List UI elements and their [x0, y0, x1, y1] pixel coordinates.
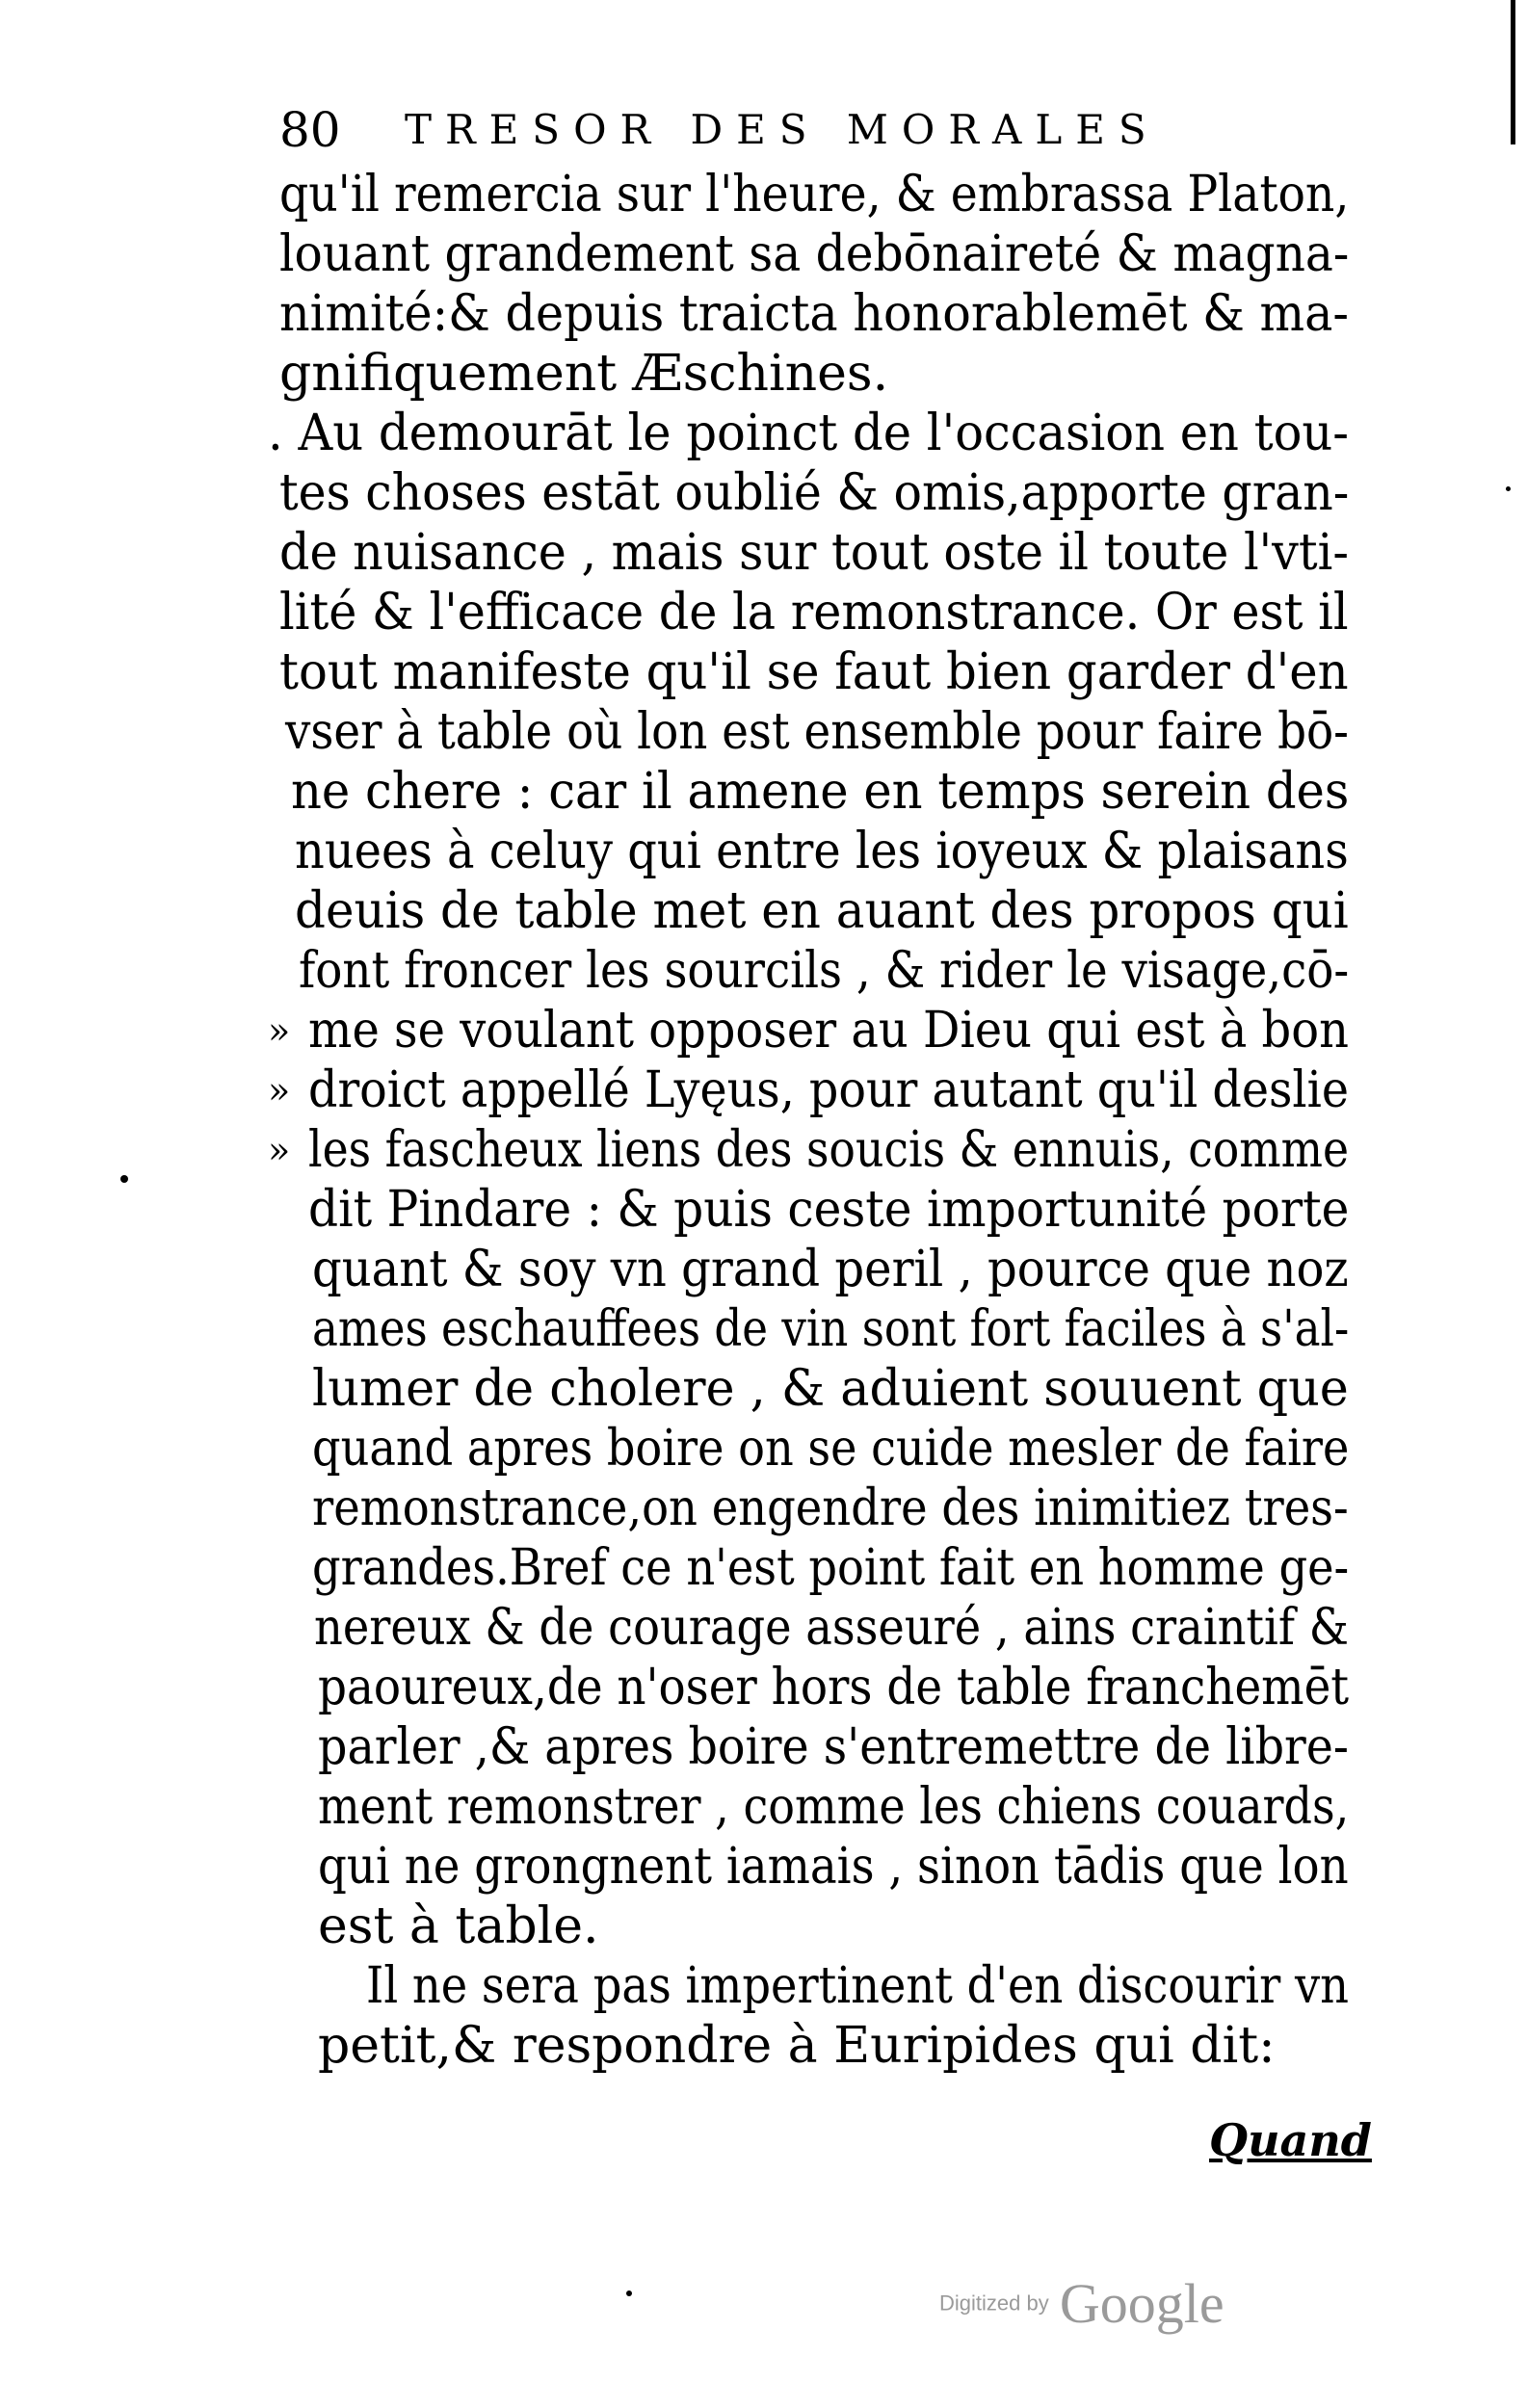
text-line: qui ne grongnent iamais , sinon tādis que lon [318, 1838, 1349, 1896]
text-line: qu'il remercia sur l'heure, & embrassa Platon, [279, 166, 1350, 223]
text-line: lité & l'efficace de la remonstrance. Or est il [279, 584, 1349, 641]
text-line: . Au demourāt le poinct de l'occasion en tou- [268, 405, 1350, 462]
digitized-watermark [939, 2271, 1224, 2336]
text-line: tes choses estāt oublié & omis,apporte gran- [279, 464, 1350, 522]
catchword: Quand [1209, 2114, 1372, 2166]
text-line: petit,& respondre à Euripides qui dit: [318, 2017, 1276, 2075]
quote-mark: » [268, 1129, 291, 1171]
text-line: lumer de cholere , & aduient souuent que [312, 1360, 1349, 1418]
text-line: droict appellé Lyęus, pour autant qu'il deslie [308, 1061, 1349, 1119]
text-line: tout manifeste qu'il se faut bien garder d'en [279, 643, 1349, 701]
text-line: parler ,& apres boire s'entremettre de libre- [318, 1718, 1349, 1776]
text-line: remonstrance,on engendre des inimitiez tres- [312, 1479, 1349, 1537]
scan-speck [1506, 486, 1511, 491]
text-line: est à table. [318, 1898, 599, 1955]
text-line: nuees à celuy qui entre les ioyeux & plaisans [295, 823, 1349, 880]
quote-mark: » [268, 1009, 291, 1052]
text-line: font froncer les sourcils , & rider le visage,cō- [299, 942, 1350, 1000]
text-line: louant grandement sa debōnaireté & magna- [279, 225, 1350, 283]
scan-edge-bar [1511, 0, 1515, 144]
watermark-small: Digitized by [939, 2290, 1049, 2316]
text-line: Il ne sera pas impertinent d'en discourir vn [366, 1957, 1350, 2015]
text-line: de nuisance , mais sur tout oste il toute l'vti- [279, 524, 1349, 582]
page-header [279, 101, 1243, 159]
text-line: gnifiquement Æschines. [279, 345, 889, 403]
watermark-logo: Google [1059, 2272, 1224, 2335]
quote-mark: » [268, 1069, 291, 1112]
text-line: nereux & de courage asseuré , ains craintif & [314, 1599, 1349, 1657]
running-title: TRESOR DES MORALES [405, 106, 1160, 153]
text-line: les fascheux liens des soucis & ennuis, comme [308, 1121, 1350, 1179]
text-line: vser à table où lon est ensemble pour faire bō- [285, 703, 1349, 761]
text-line: me se voulant opposer au Dieu qui est à bon [308, 1002, 1349, 1060]
text-line: ames eschauffees de vin sont fort faciles à s'al- [312, 1300, 1350, 1358]
text-line: quand apres boire on se cuide mesler de faire [312, 1420, 1350, 1478]
text-line: paoureux,de n'oser hors de table franchemēt [318, 1659, 1350, 1716]
text-line: nimité:& depuis traicta honorablemēt & ma- [279, 285, 1350, 343]
scan-speck [120, 1175, 128, 1183]
page-number: 80 [279, 102, 341, 158]
text-line: dit Pindare : & puis ceste importunité porte [308, 1181, 1350, 1239]
scan-speck [626, 2290, 632, 2296]
text-line: deuis de table met en auant des propos qui [295, 882, 1349, 940]
text-line: grandes.Bref ce n'est point fait en homme ge- [312, 1539, 1350, 1597]
text-line: ne chere : car il amene en temps serein des [291, 763, 1350, 821]
text-line: quant & soy vn grand peril , pource que noz [312, 1241, 1349, 1298]
text-line: ment remonstrer , comme les chiens couards, [318, 1778, 1350, 1836]
